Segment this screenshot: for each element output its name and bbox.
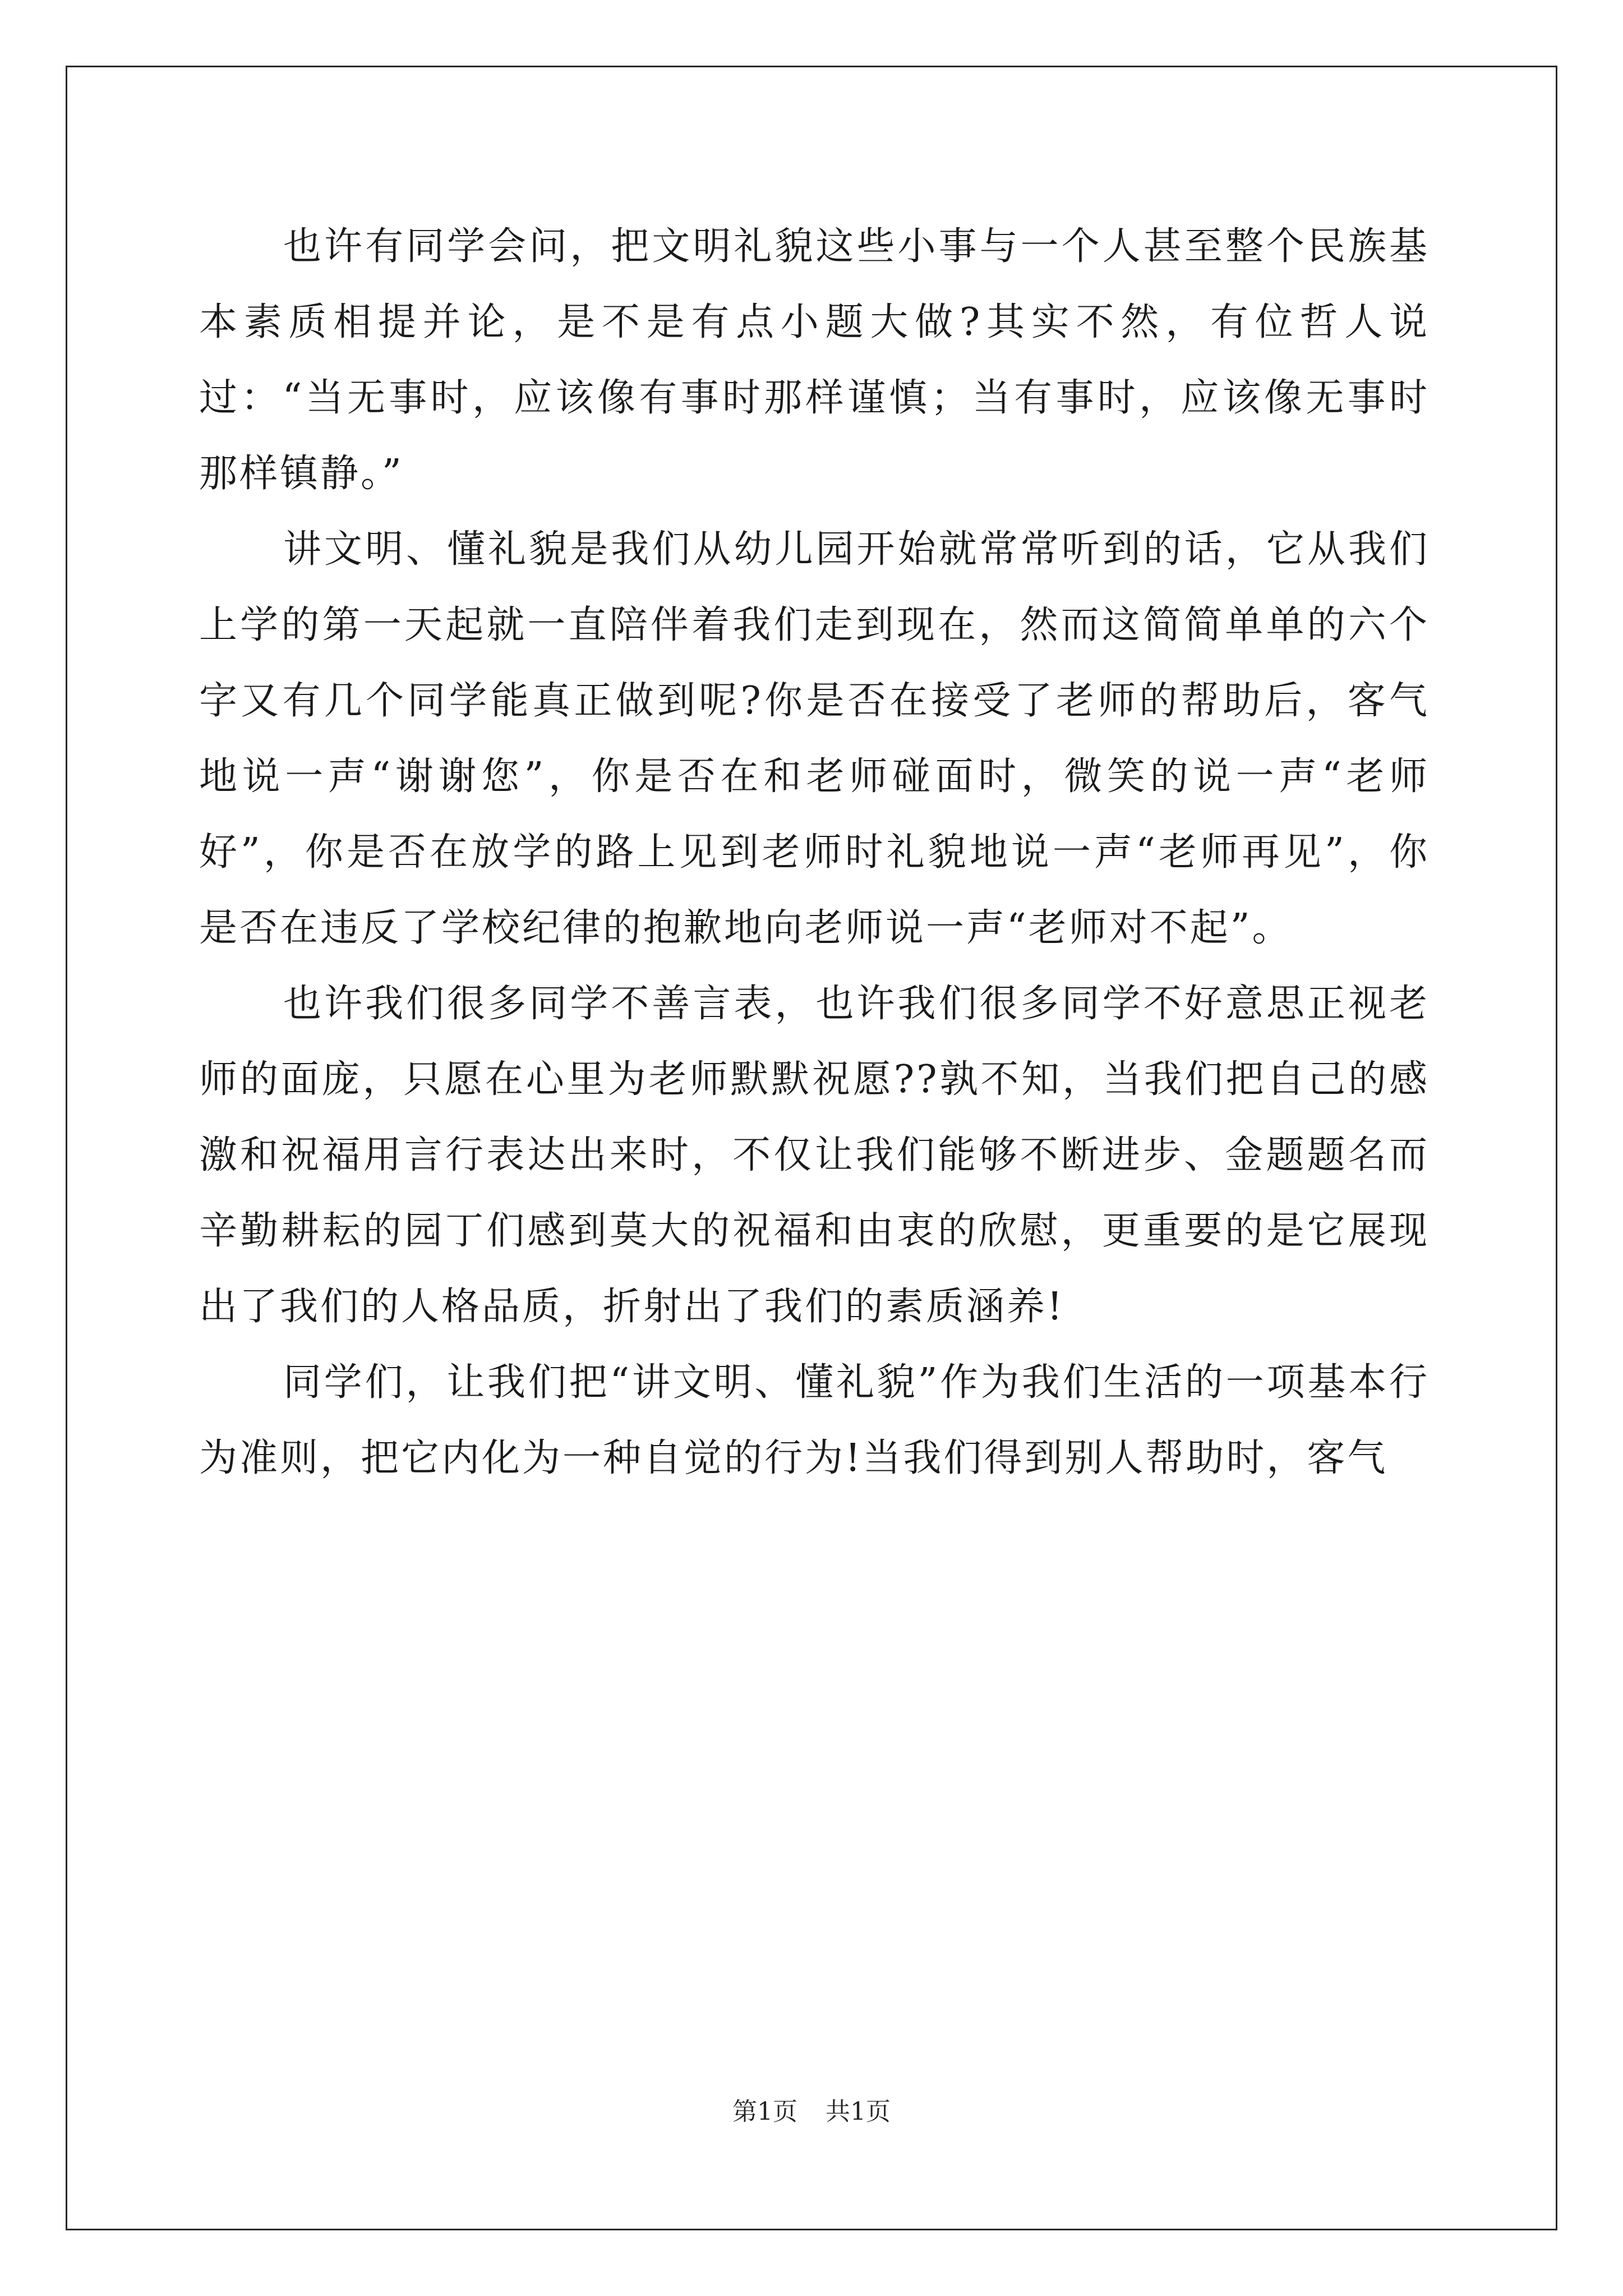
page-total: 共1页 <box>826 2097 891 2126</box>
page-number: 第1页 <box>732 2097 797 2126</box>
paragraph-3: 也许我们很多同学不善言表，也许我们很多同学不好意思正视老师的面庞，只愿在心里为老师默默祝愿??孰不知，当我们把自己的感激和祝福用言行表达出来时，不仅让我们能够不断进步、金题题名而辛勤耕耘的园丁们感到莫大的祝福和由衷的欣慰，更重要的是它展现出了我们的人格品质，折射出了我们的素质涵养! <box>199 982 1430 1329</box>
document-body <box>199 209 1430 1496</box>
paragraph-2: 讲文明、懂礼貌是我们从幼儿园开始就常常听到的话，它从我们上学的第一天起就一直陪伴着我们走到现在，然而这简简单单的六个字又有几个同学能真正做到呢?你是否在接受了老师的帮助后，客气地说一声“谢谢您”，你是否在和老师碰面时，微笑的说一声“老师好”，你是否在放学的路上见到老师时礼貌地说一声“老师再见”，你是否在违反了学校纪律的抱歉地向老师说一声“老师对不起”。 <box>199 527 1430 950</box>
paragraph-4: 同学们，让我们把“讲文明、懂礼貌”作为我们生活的一项基本行为准则，把它内化为一种自觉的行为!当我们得到别人帮助时，客气 <box>199 1360 1430 1480</box>
paragraph-1: 也许有同学会问，把文明礼貌这些小事与一个人甚至整个民族基本素质相提并论，是不是有点小题大做?其实不然，有位哲人说过：“当无事时，应该像有事时那样谨慎；当有事时，应该像无事时那样镇静。” <box>199 224 1430 496</box>
page-footer <box>0 2095 1623 2129</box>
